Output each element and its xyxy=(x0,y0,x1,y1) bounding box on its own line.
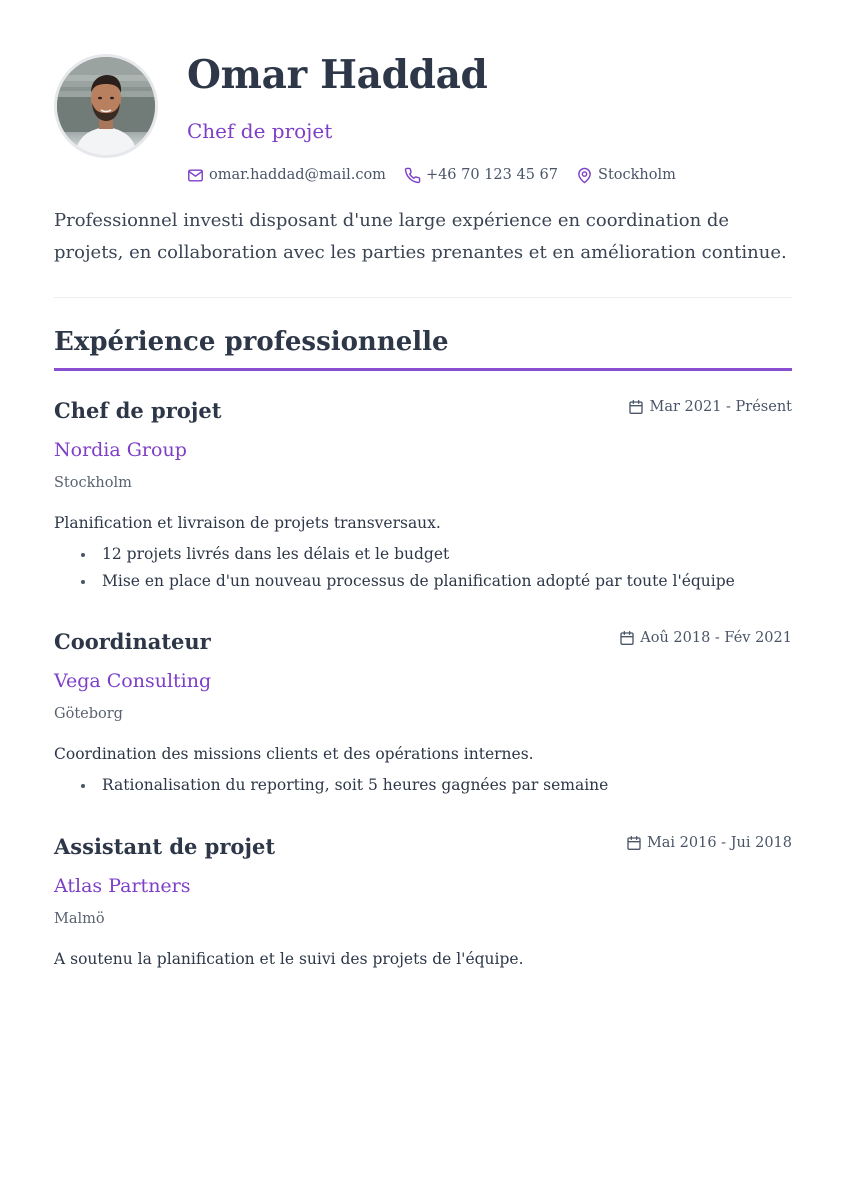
job-dates xyxy=(626,832,792,854)
avatar-photo xyxy=(57,57,155,155)
job-dates xyxy=(619,627,792,649)
job-location: Stockholm xyxy=(54,475,132,491)
mail-icon xyxy=(187,167,204,184)
calendar-icon xyxy=(619,630,635,646)
job-entry xyxy=(54,627,792,799)
job-description: Planification et livraison de projets transversaux. xyxy=(54,514,441,532)
section-divider xyxy=(54,297,792,298)
contact-email[interactable] xyxy=(187,164,386,186)
job-entry xyxy=(54,832,792,971)
contact-phone-text: +46 70 123 45 67 xyxy=(425,167,559,183)
job-dates-text: Aoû 2018 - Fév 2021 xyxy=(640,630,792,646)
job-title: Chef de projet xyxy=(54,398,222,423)
job-dates-text: Mar 2021 - Présent xyxy=(649,399,792,415)
job-bullet: Rationalisation du reporting, soit 5 heures gagnées par semaine xyxy=(102,772,792,799)
job-location: Göteborg xyxy=(54,706,123,722)
job-company: Nordia Group xyxy=(54,439,187,461)
job-company: Vega Consulting xyxy=(54,670,212,692)
job-company: Atlas Partners xyxy=(54,875,191,897)
contact-location xyxy=(576,164,676,186)
section-title-experience: Expérience professionnelle xyxy=(54,322,792,371)
job-description: Coordination des missions clients et des opérations internes. xyxy=(54,745,534,763)
contact-list xyxy=(187,164,676,186)
calendar-icon xyxy=(628,399,644,415)
map-pin-icon xyxy=(576,167,593,184)
job-bullets xyxy=(54,772,792,799)
job-title: Assistant de projet xyxy=(54,834,276,859)
contact-location-text: Stockholm xyxy=(598,167,676,183)
job-entry xyxy=(54,396,792,595)
job-dates xyxy=(628,396,792,418)
profile-summary: Professionnel investi disposant d'une large expérience en coordination de projets, en collaboration avec les parties prenantes et en amélioration continue. xyxy=(54,210,787,263)
contact-phone[interactable] xyxy=(404,164,558,186)
candidate-name: Omar Haddad xyxy=(187,52,488,98)
candidate-role: Chef de projet xyxy=(187,119,333,143)
calendar-icon xyxy=(626,835,642,851)
contact-email-text: omar.haddad@mail.com xyxy=(209,167,386,183)
job-dates-text: Mai 2016 - Jui 2018 xyxy=(646,835,792,851)
avatar xyxy=(54,54,158,158)
job-bullet: Mise en place d'un nouveau processus de planification adopté par toute l'équipe xyxy=(102,568,792,595)
job-bullet: 12 projets livrés dans les délais et le budget xyxy=(102,541,792,568)
job-description: A soutenu la planification et le suivi des projets de l'équipe. xyxy=(54,950,524,968)
job-bullets xyxy=(54,541,792,595)
job-title: Coordinateur xyxy=(54,629,211,654)
phone-icon xyxy=(404,167,421,184)
resume-header xyxy=(54,0,792,190)
job-location: Malmö xyxy=(54,911,105,927)
